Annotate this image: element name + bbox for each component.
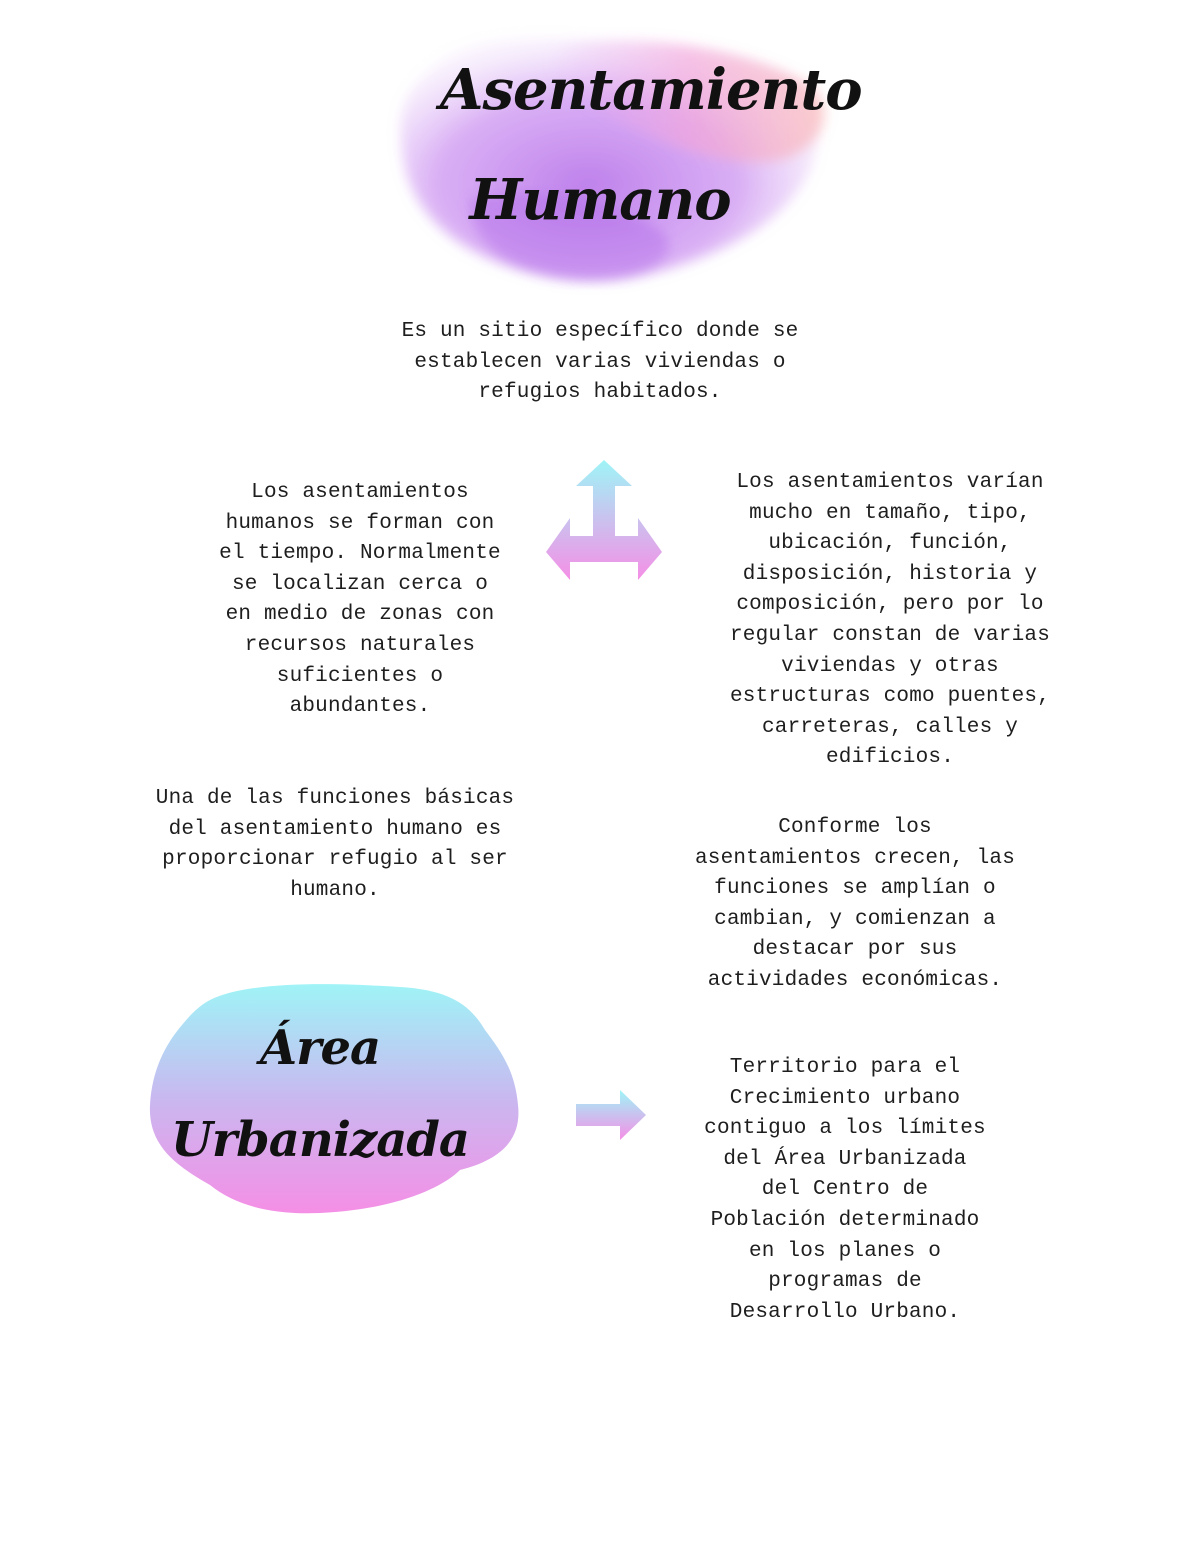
left-mid-text: Una de las funciones básicas del asentamiento humano es proporcionar refugio al ser humano. xyxy=(155,787,515,902)
watercolor-blob xyxy=(0,0,1200,320)
right-mid-text: Conforme los asentamientos crecen, las funciones se amplían o cambian, y comienzan a destacar por sus actividades económicas. xyxy=(694,816,1016,992)
right-arrow-icon xyxy=(576,1090,648,1142)
area-title-line-1: Área xyxy=(259,1020,381,1076)
area-definition-text: Territorio para el Crecimiento urbano contiguo a los límites del Área Urbanizada del Centro de Población determinado en los planes o programas de Desarrollo Urbano. xyxy=(704,1056,986,1324)
title-line-2: Humano xyxy=(469,167,731,233)
left-top-text: Los asentamientos humanos se forman con el tiempo. Normalmente se localizan cerca o en medio de zonas con recursos naturales suficientes o abundantes. xyxy=(219,481,501,719)
right-top-text: Los asentamientos varían mucho en tamaño, tipo, ubicación, función, disposición, historia y composición, pero por lo regular constan de varias viviendas y otras estructuras como puentes, carreteras, calles y edificios. xyxy=(729,471,1051,770)
definition-text: Es un sitio específico donde se establecen varias viviendas o refugios habitados. xyxy=(401,320,799,405)
three-way-arrow-icon xyxy=(546,458,666,583)
title-line-1: Asentamiento xyxy=(440,57,862,123)
gradient-blob xyxy=(140,975,540,1225)
area-title-line-2: Urbanizada xyxy=(171,1112,469,1168)
